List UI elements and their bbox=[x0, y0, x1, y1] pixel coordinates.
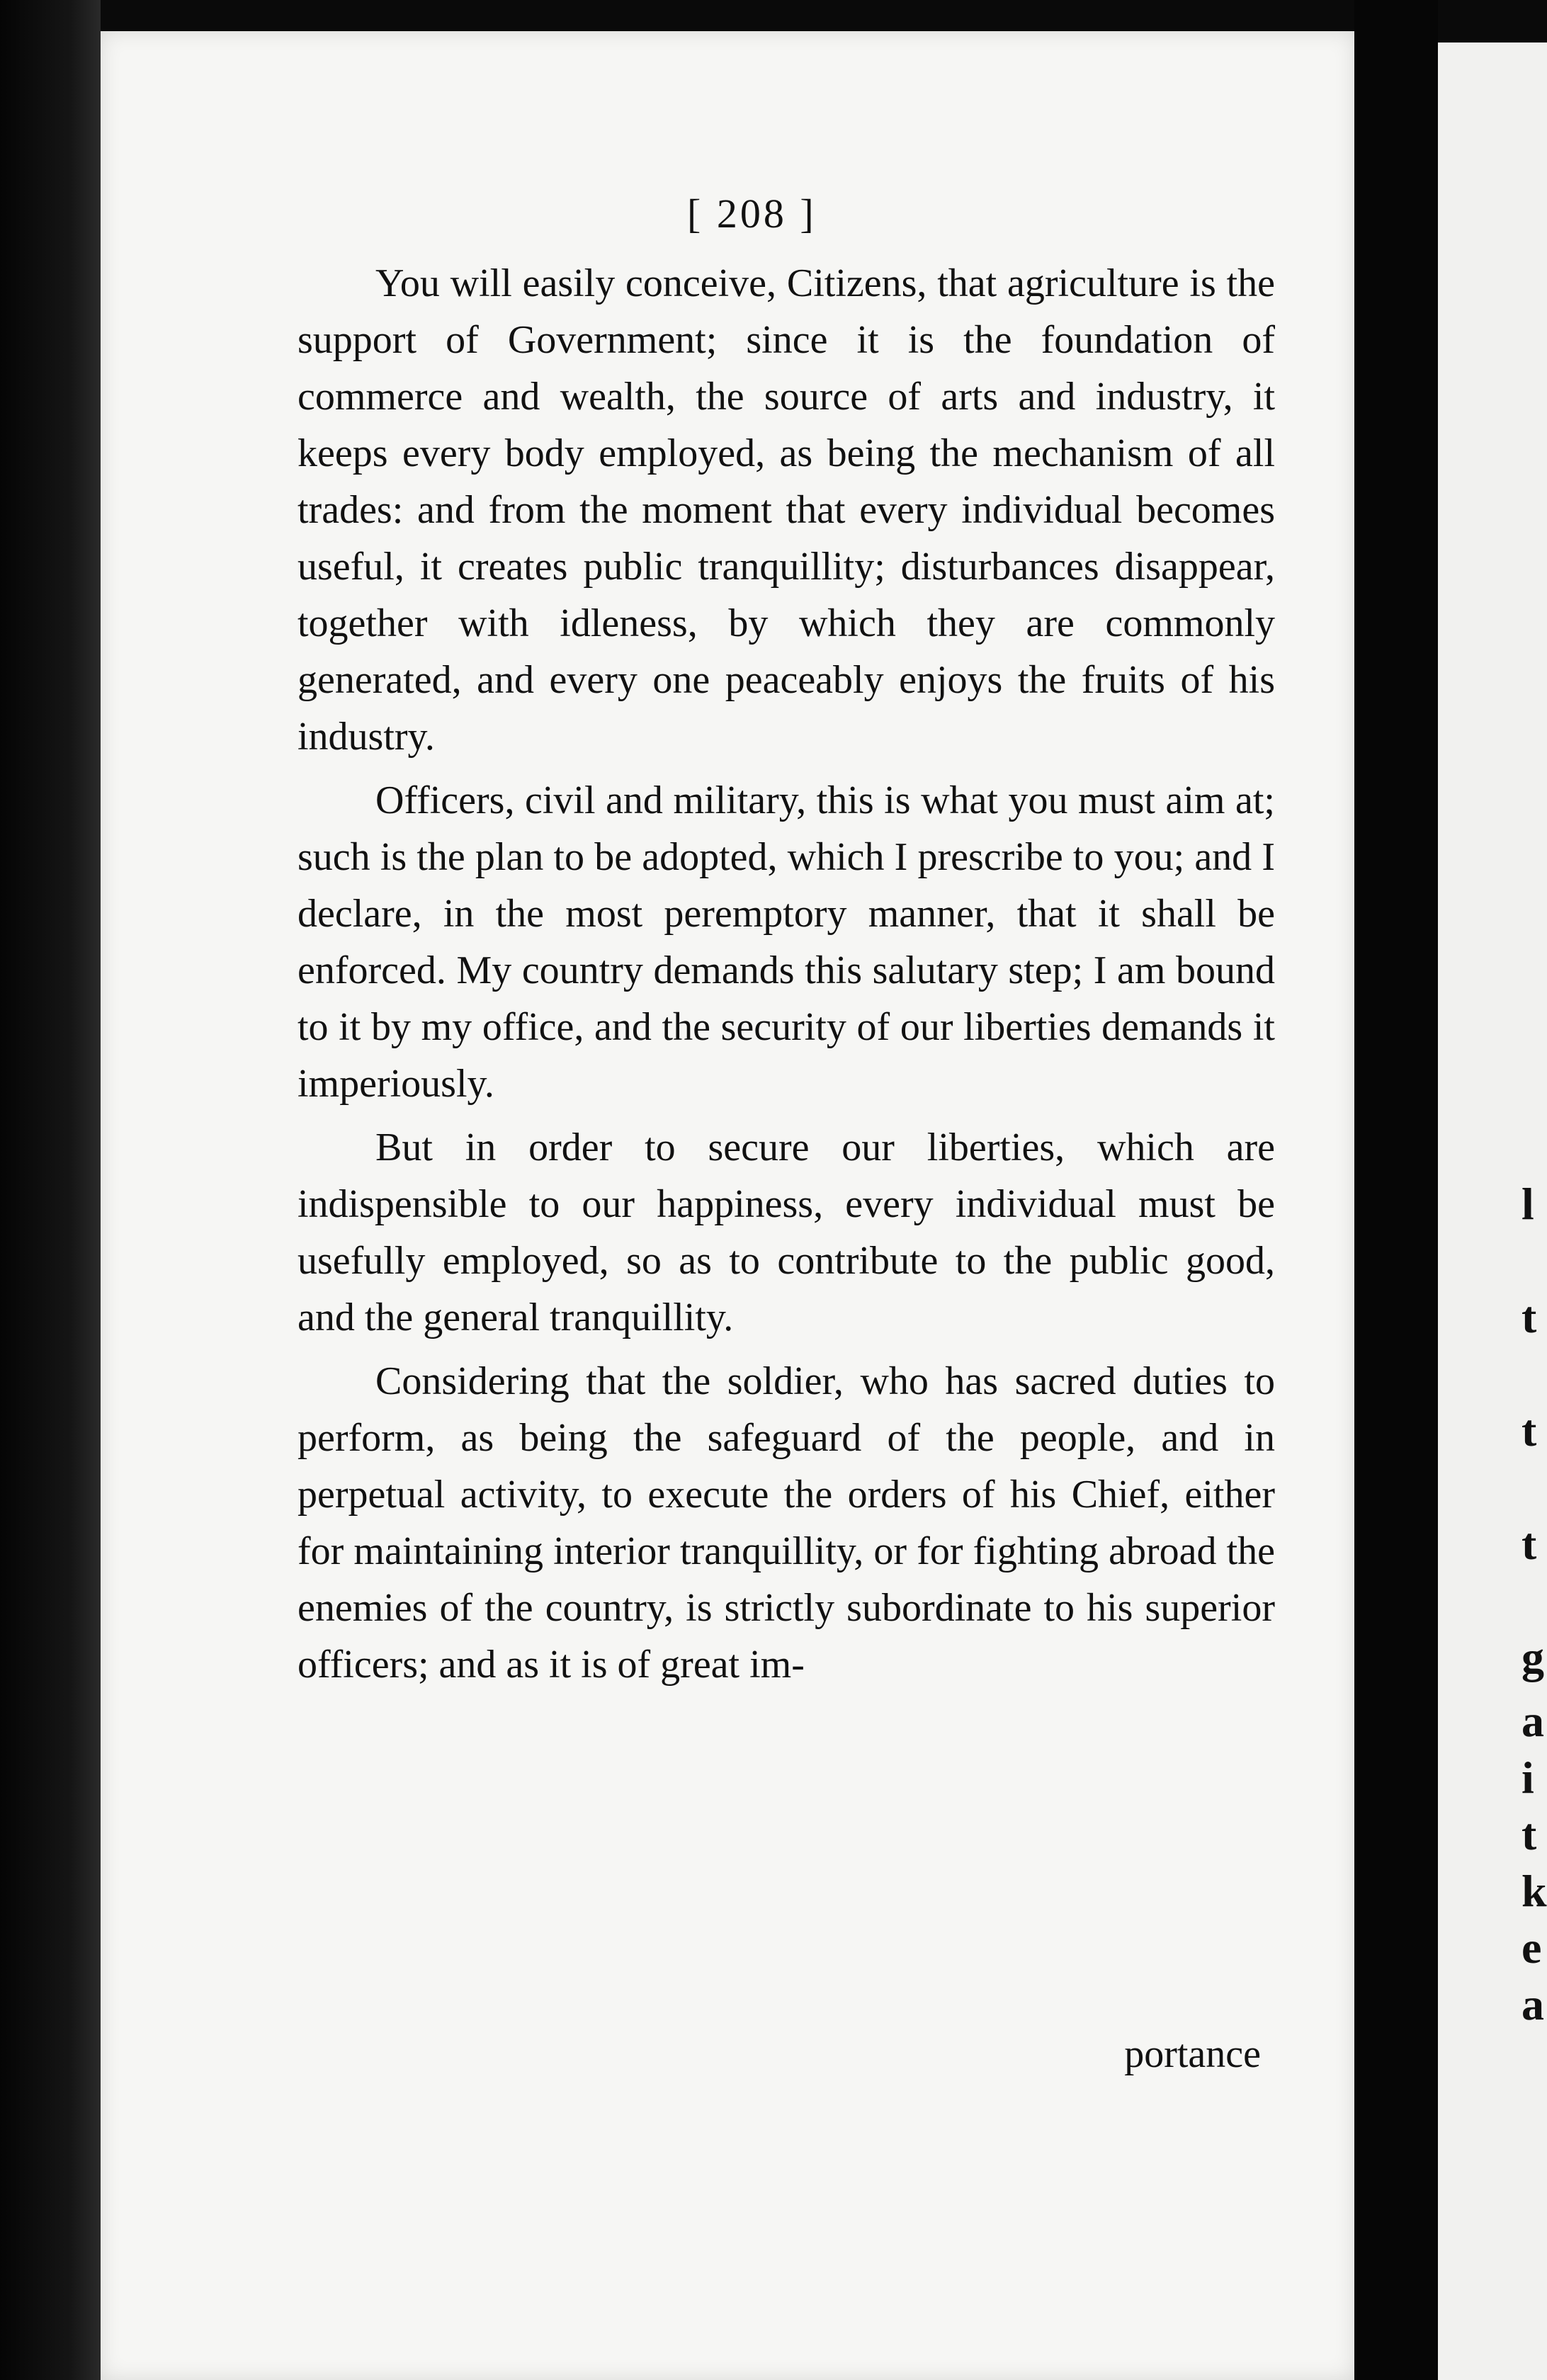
paragraph-1: You will easily conceive, Citizens, that agriculture is the support of Government; since it is the foundation of commerce and wealth, the source of arts and industry, it keeps every body employed, as being the mechanism of all trades: and from the moment that every individual becomes useful, it creates public tranquillity; disturbances disappear, together with idleness, by which they are commonly generated, and every one peaceably enjoys the fruits of his industry. bbox=[298, 261, 1275, 759]
facing-page-fragment: t bbox=[1522, 1292, 1537, 1342]
page-number: [ 208 ] bbox=[687, 191, 817, 237]
facing-page-fragment: l bbox=[1522, 1179, 1534, 1229]
paragraph-3: But in order to secure our liberties, which are indispensible to our happiness, every individual must be usefully employed, so as to contribute to the public good, and the general tranquillity. bbox=[298, 1126, 1275, 1339]
binding-edge bbox=[0, 0, 101, 2380]
paragraph-2: Officers, civil and military, this is what you must aim at; such is the plan to be adopted, which I prescribe to you; and I declare, in the most peremptory manner, that it shall be enforced. My country demands this salutary step; I am bound to it by my office, and the security of our liberties demands it imperiously. bbox=[298, 778, 1275, 1106]
facing-page-fragment: i bbox=[1522, 1752, 1534, 1803]
facing-page-fragment: k bbox=[1522, 1866, 1547, 1916]
facing-page-fragment: a bbox=[1522, 1696, 1544, 1746]
facing-page-fragment: a bbox=[1522, 1979, 1544, 2029]
facing-page-fragment: t bbox=[1522, 1519, 1537, 1569]
catchword: portance bbox=[1124, 2032, 1261, 2076]
facing-page-fragment: t bbox=[1522, 1405, 1537, 1456]
book-gutter bbox=[1354, 0, 1438, 2380]
facing-page-fragment: t bbox=[1522, 1809, 1537, 1859]
facing-page-edge bbox=[1438, 42, 1547, 2380]
page-body-text bbox=[298, 255, 1275, 1693]
facing-page-fragment: g bbox=[1522, 1632, 1544, 1682]
facing-page-fragment: e bbox=[1522, 1922, 1542, 1973]
paragraph-4: Considering that the soldier, who has sacred duties to perform, as being the safeguard of the people, and in perpetual activity, to execute the orders of his Chief, either for maintaining interior tranquillity, or for fighting abroad the enemies of the country, is strictly subordinate to his superior officers; and as it is of great im- bbox=[298, 1359, 1275, 1687]
